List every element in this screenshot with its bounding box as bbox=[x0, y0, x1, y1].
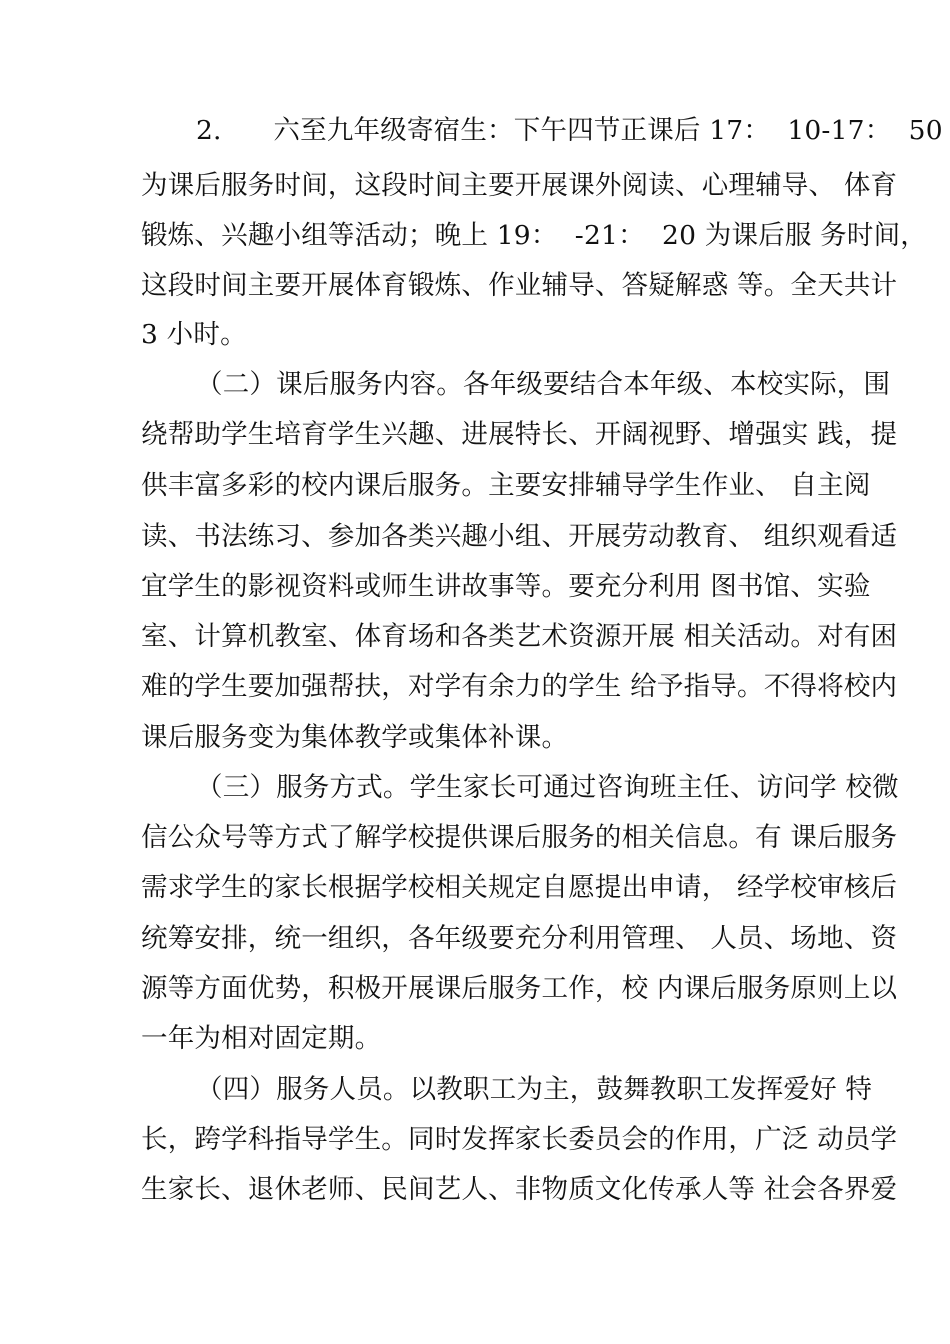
body-text-line: （三）服务方式。学生家长可通过咨询班主任、访问学 校微 bbox=[196, 772, 899, 803]
body-text-line: 绕帮助学生培育学生兴趣、进展特长、开阔视野、增强实 践，提 bbox=[141, 419, 898, 450]
body-text-line: 读、书法练习、参加各类兴趣小组、开展劳动教育、 组织观看适 bbox=[141, 521, 898, 552]
body-text-line: 难的学生要加强帮扶，对学有余力的学生 给予指导。不得将校内 bbox=[141, 671, 898, 702]
body-text-line: （四）服务人员。以教职工为主，鼓舞教职工发挥爱好 特 bbox=[196, 1074, 873, 1105]
body-text-line: 供丰富多彩的校内课后服务。主要安排辅导学生作业、 自主阅 bbox=[141, 470, 871, 501]
body-text-line: 生家长、退休老师、民间艺人、非物质文化传承人等 社会各界爱 bbox=[141, 1174, 898, 1205]
body-text-line: 长，跨学科指导学生。同时发挥家长委员会的作用，广泛 动员学 bbox=[141, 1124, 898, 1155]
body-text-line: 一年为相对固定期。 bbox=[141, 1023, 382, 1054]
body-text-line: 这段时间主要开展体育锻炼、作业辅导、答疑解惑 等。全天共计 bbox=[141, 270, 898, 301]
body-text-line: 信公众号等方式了解学校提供课后服务的相关信息。有 课后服务 bbox=[141, 822, 898, 853]
body-text-line: 锻炼、兴趣小组等活动；晚上 19： -21： 20 为课后服 务时间， bbox=[141, 220, 927, 251]
body-text-line: 需求学生的家长根据学校相关规定自愿提出申请， 经学校审核后 bbox=[141, 872, 898, 903]
body-text-line: 统筹安排，统一组织，各年级要充分利用管理、 人员、场地、资 bbox=[141, 923, 898, 954]
body-text-line: 为课后服务时间，这段时间主要开展课外阅读、心理辅导、 体育 bbox=[141, 170, 898, 201]
body-text-line: （二）课后服务内容。各年级要结合本年级、本校实际，围 bbox=[196, 369, 891, 400]
body-text-line: 2. 六至九年级寄宿生：下午四节正课后 17： 10-17： 50 bbox=[196, 115, 943, 146]
body-text-line: 室、计算机教室、体育场和各类艺术资源开展 相关活动。对有困 bbox=[141, 621, 898, 652]
body-text-line: 3 小时。 bbox=[141, 319, 247, 350]
body-text-line: 课后服务变为集体教学或集体补课。 bbox=[141, 722, 569, 753]
body-text-line: 宜学生的影视资料或师生讲故事等。要充分利用 图书馆、实验 bbox=[141, 571, 871, 602]
body-text-line: 源等方面优势，积极开展课后服务工作，校 内课后服务原则上以 bbox=[141, 973, 898, 1004]
